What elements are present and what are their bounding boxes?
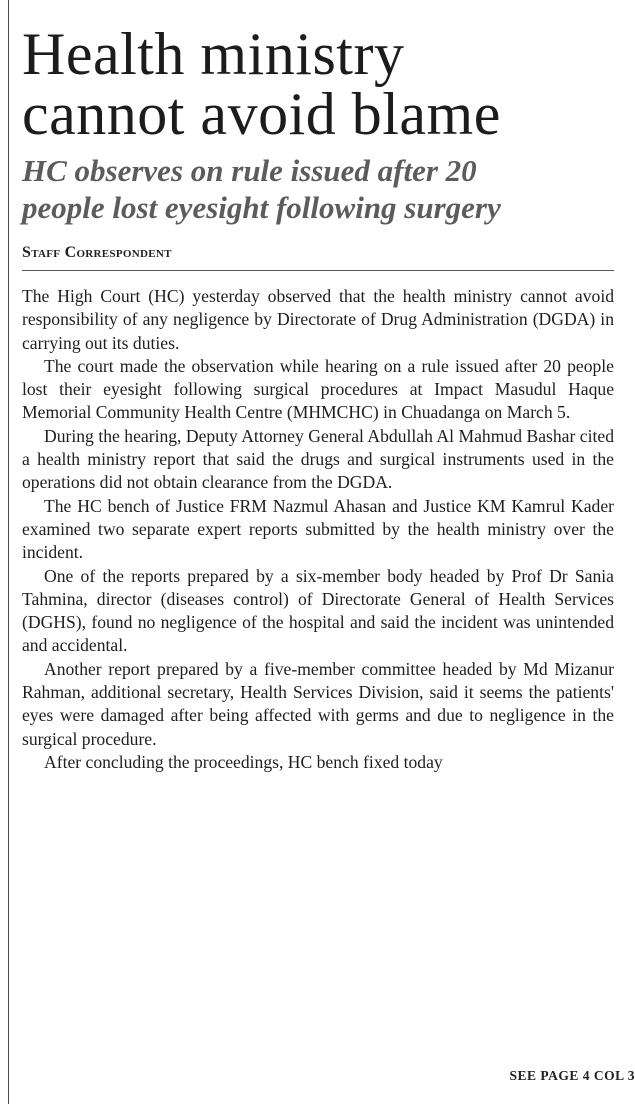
headline (22, 0, 614, 147)
paragraph-2: The court made the observation while hearing on a rule issued after 20 people lost their eyesight following surgical procedures at Impact Masudul Haque Memorial Community Health Centre (MHMCHC) in Chuadanga on March 5. (22, 355, 614, 423)
paragraph-1: The High Court (HC) yesterday observed that the health ministry cannot avoid responsibility of any negligence by Directorate of Drug Administration (DGDA) in carrying out its duties. (22, 286, 614, 353)
paragraph-5: One of the reports prepared by a six-member body headed by Prof Dr Sania Tahmina, director (diseases control) of Directorate General of Health Services (DGHS), found no negligence of the hospital and said the incident was unintended and accidental. (22, 565, 614, 656)
news-article (22, 0, 614, 774)
paragraph-7: After concluding the proceedings, HC bench fixed today (44, 751, 443, 772)
headline-line-1: Health ministry (22, 21, 405, 87)
byline: Staff Correspondent (22, 244, 172, 261)
column-rule (8, 0, 9, 1104)
subheadline-line-1: HC observes on rule issued after 20 (22, 153, 477, 188)
continuation-notice: SEE PAGE 4 COL 3 (509, 1068, 635, 1083)
paragraph-3: During the hearing, Deputy Attorney General Abdullah Al Mahmud Bashar cited a health ministry report that said the drugs and surgical instruments used in the operations did not obtain clearance from the DGDA. (22, 425, 614, 493)
article-body (22, 285, 614, 774)
headline-line-2: cannot avoid blame (22, 81, 501, 147)
byline-divider (22, 270, 614, 271)
paragraph-4: The HC bench of Justice FRM Nazmul Ahasan and Justice KM Kamrul Kader examined two separate expert reports submitted by the health ministry over the incident. (22, 495, 614, 563)
paragraph-6: Another report prepared by a five-member committee headed by Md Mizanur Rahman, additional secretary, Health Services Division, said it seems the patients' eyes were damaged after being affected with germs and due to negligence in the surgical procedure. (22, 658, 614, 749)
subheadline (22, 152, 614, 226)
subheadline-line-2: people lost eyesight following surgery (22, 190, 501, 225)
